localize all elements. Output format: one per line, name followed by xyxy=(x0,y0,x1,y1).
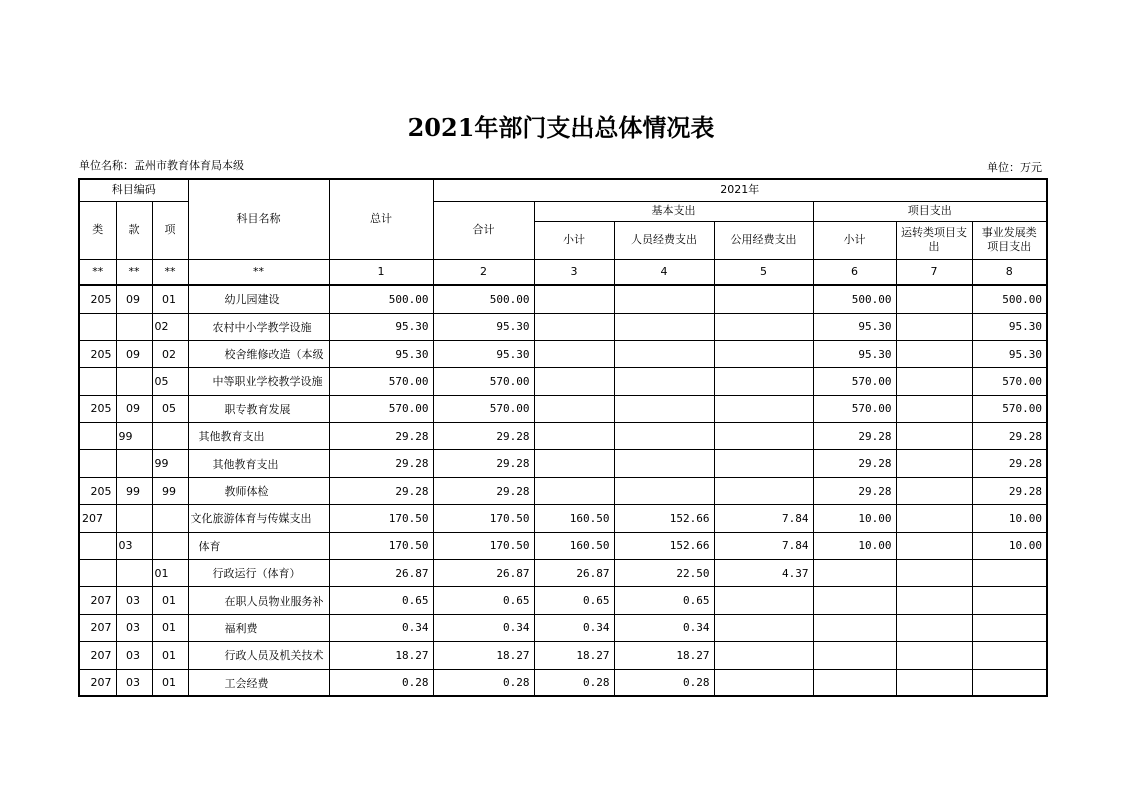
basic-subtotal-cell xyxy=(534,395,614,422)
code-lei-cell: 207 xyxy=(79,505,116,532)
code-lei-cell: 207 xyxy=(79,614,116,641)
basic-subtotal-cell xyxy=(534,285,614,313)
index-cell: 5 xyxy=(714,259,813,285)
personnel-cell xyxy=(614,395,714,422)
header-name: 科目名称 xyxy=(188,179,329,259)
public-cell: 4.37 xyxy=(714,560,813,587)
transfer-cell xyxy=(896,285,972,313)
transfer-cell xyxy=(896,560,972,587)
sum-cell: 29.28 xyxy=(433,477,534,504)
code-xiang-cell xyxy=(152,423,188,450)
sum-cell: 29.28 xyxy=(433,423,534,450)
currency-unit-label: 单位：万元 xyxy=(987,161,1042,174)
basic-subtotal-cell xyxy=(534,423,614,450)
public-cell xyxy=(714,614,813,641)
personnel-cell xyxy=(614,368,714,395)
code-kuan-cell: 03 xyxy=(116,669,152,696)
subject-name-cell: 职专教育发展 xyxy=(188,395,329,422)
development-cell: 29.28 xyxy=(972,477,1047,504)
development-cell: 570.00 xyxy=(972,368,1047,395)
public-cell xyxy=(714,285,813,313)
subject-name-cell: 行政人员及机关技术 xyxy=(188,642,329,669)
header-xiang: 项 xyxy=(152,201,188,259)
transfer-cell xyxy=(896,642,972,669)
sum-cell: 0.65 xyxy=(433,587,534,614)
sum-cell: 95.30 xyxy=(433,340,534,367)
development-cell: 10.00 xyxy=(972,532,1047,559)
code-lei-cell xyxy=(79,313,116,340)
public-cell: 7.84 xyxy=(714,505,813,532)
personnel-cell: 22.50 xyxy=(614,560,714,587)
transfer-cell xyxy=(896,532,972,559)
code-lei-cell xyxy=(79,532,116,559)
transfer-cell xyxy=(896,340,972,367)
code-lei-cell: 207 xyxy=(79,642,116,669)
total-cell: 0.34 xyxy=(329,614,433,641)
personnel-cell xyxy=(614,313,714,340)
subject-name-cell: 福利费 xyxy=(188,614,329,641)
subject-name-cell: 其他教育支出 xyxy=(188,423,329,450)
table-row xyxy=(79,450,1047,477)
code-xiang-cell: 05 xyxy=(152,368,188,395)
project-subtotal-cell xyxy=(813,614,896,641)
table-row xyxy=(79,505,1047,532)
sum-cell: 170.50 xyxy=(433,532,534,559)
personnel-cell xyxy=(614,477,714,504)
project-subtotal-cell: 10.00 xyxy=(813,532,896,559)
basic-subtotal-cell: 0.65 xyxy=(534,587,614,614)
code-kuan-cell: 09 xyxy=(116,395,152,422)
total-cell: 0.65 xyxy=(329,587,433,614)
basic-subtotal-cell xyxy=(534,340,614,367)
code-kuan-cell: 09 xyxy=(116,340,152,367)
subject-name-cell: 体育 xyxy=(188,532,329,559)
code-lei-cell xyxy=(79,423,116,450)
transfer-cell xyxy=(896,450,972,477)
index-cell: 1 xyxy=(329,259,433,285)
personnel-cell: 0.34 xyxy=(614,614,714,641)
table-row xyxy=(79,285,1047,313)
table-row xyxy=(79,614,1047,641)
total-cell: 95.30 xyxy=(329,313,433,340)
code-lei-cell: 207 xyxy=(79,587,116,614)
public-cell xyxy=(714,313,813,340)
development-cell: 95.30 xyxy=(972,313,1047,340)
sum-cell: 500.00 xyxy=(433,285,534,313)
transfer-cell xyxy=(896,368,972,395)
code-xiang-cell xyxy=(152,532,188,559)
basic-subtotal-cell: 18.27 xyxy=(534,642,614,669)
sum-cell: 0.34 xyxy=(433,614,534,641)
basic-subtotal-cell xyxy=(534,368,614,395)
code-xiang-cell: 01 xyxy=(152,642,188,669)
total-cell: 570.00 xyxy=(329,368,433,395)
basic-subtotal-cell xyxy=(534,477,614,504)
public-cell xyxy=(714,642,813,669)
total-cell: 29.28 xyxy=(329,477,433,504)
public-cell: 7.84 xyxy=(714,532,813,559)
transfer-cell xyxy=(896,395,972,422)
development-cell: 10.00 xyxy=(972,505,1047,532)
unit-name-label: 单位名称：孟州市教育体育局本级 xyxy=(79,159,244,172)
project-subtotal-cell: 570.00 xyxy=(813,395,896,422)
table-row xyxy=(79,423,1047,450)
table-row xyxy=(79,560,1047,587)
development-cell: 95.30 xyxy=(972,340,1047,367)
index-cell: 2 xyxy=(433,259,534,285)
project-subtotal-cell: 500.00 xyxy=(813,285,896,313)
table-row xyxy=(79,395,1047,422)
public-cell xyxy=(714,669,813,696)
personnel-cell xyxy=(614,285,714,313)
project-subtotal-cell: 29.28 xyxy=(813,477,896,504)
public-cell xyxy=(714,368,813,395)
code-kuan-cell: 99 xyxy=(116,423,152,450)
code-kuan-cell: 03 xyxy=(116,532,152,559)
index-cell: ** xyxy=(152,259,188,285)
header-public: 公用经费支出 xyxy=(714,221,813,259)
total-cell: 0.28 xyxy=(329,669,433,696)
subject-name-cell: 行政运行（体育） xyxy=(188,560,329,587)
index-cell: 6 xyxy=(813,259,896,285)
transfer-cell xyxy=(896,614,972,641)
total-cell: 170.50 xyxy=(329,505,433,532)
table-row xyxy=(79,368,1047,395)
table-row xyxy=(79,313,1047,340)
table-row xyxy=(79,642,1047,669)
code-kuan-cell xyxy=(116,505,152,532)
basic-subtotal-cell: 26.87 xyxy=(534,560,614,587)
personnel-cell: 0.28 xyxy=(614,669,714,696)
development-cell xyxy=(972,560,1047,587)
sum-cell: 26.87 xyxy=(433,560,534,587)
code-kuan-cell xyxy=(116,560,152,587)
code-kuan-cell xyxy=(116,313,152,340)
page-title: 2021年部门支出总体情况表 xyxy=(407,113,715,142)
header-project-subtotal: 小计 xyxy=(813,221,896,259)
basic-subtotal-cell xyxy=(534,450,614,477)
development-cell: 500.00 xyxy=(972,285,1047,313)
code-lei-cell: 205 xyxy=(79,395,116,422)
public-cell xyxy=(714,423,813,450)
code-lei-cell: 205 xyxy=(79,285,116,313)
transfer-cell xyxy=(896,313,972,340)
project-subtotal-cell: 95.30 xyxy=(813,340,896,367)
total-cell: 170.50 xyxy=(329,532,433,559)
index-cell: 7 xyxy=(896,259,972,285)
subject-name-cell: 幼儿园建设 xyxy=(188,285,329,313)
sum-cell: 29.28 xyxy=(433,450,534,477)
code-lei-cell: 205 xyxy=(79,340,116,367)
header-lei: 类 xyxy=(79,201,116,259)
index-cell: ** xyxy=(188,259,329,285)
header-basic: 基本支出 xyxy=(534,201,813,221)
subject-name-cell: 文化旅游体育与传媒支出 xyxy=(188,505,329,532)
development-cell: 29.28 xyxy=(972,423,1047,450)
public-cell xyxy=(714,477,813,504)
code-xiang-cell xyxy=(152,505,188,532)
code-kuan-cell xyxy=(116,450,152,477)
code-lei-cell: 207 xyxy=(79,669,116,696)
index-cell: 3 xyxy=(534,259,614,285)
public-cell xyxy=(714,340,813,367)
development-cell xyxy=(972,642,1047,669)
project-subtotal-cell: 95.30 xyxy=(813,313,896,340)
code-lei-cell xyxy=(79,560,116,587)
project-subtotal-cell: 29.28 xyxy=(813,423,896,450)
index-cell: 8 xyxy=(972,259,1047,285)
personnel-cell xyxy=(614,450,714,477)
total-cell: 18.27 xyxy=(329,642,433,669)
table-row xyxy=(79,477,1047,504)
personnel-cell xyxy=(614,423,714,450)
sum-cell: 95.30 xyxy=(433,313,534,340)
transfer-cell xyxy=(896,423,972,450)
table-row xyxy=(79,669,1047,696)
index-cell: ** xyxy=(116,259,152,285)
code-xiang-cell: 01 xyxy=(152,285,188,313)
basic-subtotal-cell xyxy=(534,313,614,340)
header-basic-subtotal: 小计 xyxy=(534,221,614,259)
table-row xyxy=(79,587,1047,614)
expenditure-table xyxy=(78,178,1048,697)
personnel-cell: 152.66 xyxy=(614,505,714,532)
public-cell xyxy=(714,587,813,614)
subject-name-cell: 教师体检 xyxy=(188,477,329,504)
subject-name-cell: 校舍维修改造（本级 xyxy=(188,340,329,367)
code-xiang-cell: 99 xyxy=(152,450,188,477)
total-cell: 570.00 xyxy=(329,395,433,422)
code-xiang-cell: 05 xyxy=(152,395,188,422)
transfer-cell xyxy=(896,477,972,504)
index-cell: 4 xyxy=(614,259,714,285)
table-row xyxy=(79,340,1047,367)
project-subtotal-cell xyxy=(813,560,896,587)
transfer-cell xyxy=(896,669,972,696)
subject-name-cell: 中等职业学校教学设施 xyxy=(188,368,329,395)
code-kuan-cell: 03 xyxy=(116,587,152,614)
header-kuan: 款 xyxy=(116,201,152,259)
project-subtotal-cell xyxy=(813,642,896,669)
subject-name-cell: 在职人员物业服务补 xyxy=(188,587,329,614)
code-lei-cell: 205 xyxy=(79,477,116,504)
sum-cell: 170.50 xyxy=(433,505,534,532)
development-cell: 29.28 xyxy=(972,450,1047,477)
basic-subtotal-cell: 0.34 xyxy=(534,614,614,641)
project-subtotal-cell xyxy=(813,669,896,696)
code-xiang-cell: 01 xyxy=(152,587,188,614)
code-lei-cell xyxy=(79,450,116,477)
development-cell xyxy=(972,669,1047,696)
header-code: 科目编码 xyxy=(79,179,188,201)
code-xiang-cell: 01 xyxy=(152,669,188,696)
index-cell: ** xyxy=(79,259,116,285)
sum-cell: 0.28 xyxy=(433,669,534,696)
development-cell xyxy=(972,614,1047,641)
sum-cell: 18.27 xyxy=(433,642,534,669)
total-cell: 500.00 xyxy=(329,285,433,313)
subject-name-cell: 农村中小学教学设施 xyxy=(188,313,329,340)
project-subtotal-cell: 29.28 xyxy=(813,450,896,477)
total-cell: 29.28 xyxy=(329,450,433,477)
development-cell: 570.00 xyxy=(972,395,1047,422)
total-cell: 26.87 xyxy=(329,560,433,587)
header-sum: 合计 xyxy=(433,201,534,259)
header-total: 总计 xyxy=(329,179,433,259)
code-xiang-cell: 01 xyxy=(152,614,188,641)
personnel-cell: 152.66 xyxy=(614,532,714,559)
code-kuan-cell: 99 xyxy=(116,477,152,504)
personnel-cell: 0.65 xyxy=(614,587,714,614)
code-xiang-cell: 01 xyxy=(152,560,188,587)
transfer-cell xyxy=(896,505,972,532)
total-cell: 29.28 xyxy=(329,423,433,450)
sum-cell: 570.00 xyxy=(433,395,534,422)
code-xiang-cell: 02 xyxy=(152,313,188,340)
project-subtotal-cell xyxy=(813,587,896,614)
code-kuan-cell: 03 xyxy=(116,614,152,641)
sum-cell: 570.00 xyxy=(433,368,534,395)
code-xiang-cell: 99 xyxy=(152,477,188,504)
basic-subtotal-cell: 0.28 xyxy=(534,669,614,696)
basic-subtotal-cell: 160.50 xyxy=(534,505,614,532)
code-kuan-cell: 09 xyxy=(116,285,152,313)
personnel-cell: 18.27 xyxy=(614,642,714,669)
total-cell: 95.30 xyxy=(329,340,433,367)
table-row xyxy=(79,532,1047,559)
header-year: 2021年 xyxy=(433,179,1047,201)
code-lei-cell xyxy=(79,368,116,395)
personnel-cell xyxy=(614,340,714,367)
transfer-cell xyxy=(896,587,972,614)
subject-name-cell: 工会经费 xyxy=(188,669,329,696)
code-xiang-cell: 02 xyxy=(152,340,188,367)
project-subtotal-cell: 10.00 xyxy=(813,505,896,532)
development-cell xyxy=(972,587,1047,614)
public-cell xyxy=(714,450,813,477)
code-kuan-cell: 03 xyxy=(116,642,152,669)
public-cell xyxy=(714,395,813,422)
basic-subtotal-cell: 160.50 xyxy=(534,532,614,559)
subject-name-cell: 其他教育支出 xyxy=(188,450,329,477)
header-transfer: 运转类项目支出 xyxy=(896,221,972,259)
header-project: 项目支出 xyxy=(813,201,1047,221)
code-kuan-cell xyxy=(116,368,152,395)
header-development: 事业发展类项目支出 xyxy=(972,221,1047,259)
header-personnel: 人员经费支出 xyxy=(614,221,714,259)
project-subtotal-cell: 570.00 xyxy=(813,368,896,395)
